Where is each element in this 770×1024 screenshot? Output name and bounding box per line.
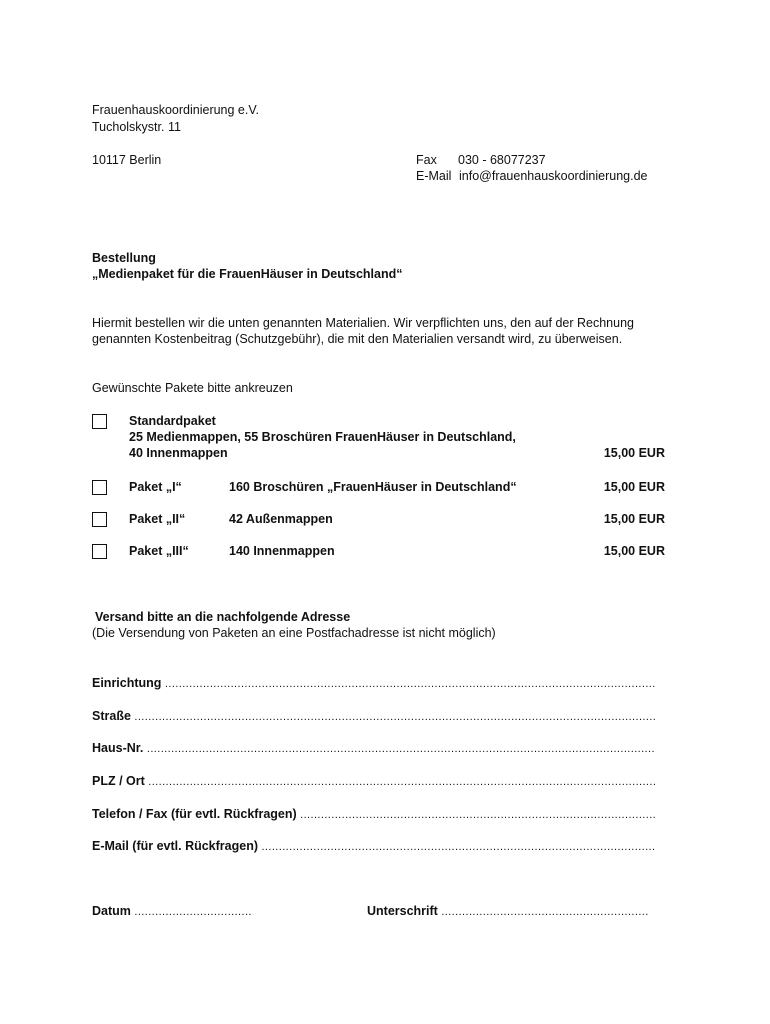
field-hausnr-label: Haus-Nr.: [92, 741, 144, 755]
fax-label: Fax: [416, 153, 437, 167]
sender-org: Frauenhauskoordinierung e.V.: [92, 103, 260, 117]
package-instruction: Gewünschte Pakete bitte ankreuzen: [92, 381, 293, 395]
fax-value: 030 - 68077237: [458, 153, 546, 167]
field-datum-line[interactable]: [131, 904, 253, 920]
checkbox-standard[interactable]: [92, 414, 107, 429]
field-datum-label: Datum: [92, 904, 131, 918]
paket-3-name: Paket „III“: [129, 544, 189, 558]
standard-line-1: 25 Medienmappen, 55 Broschüren FrauenHäuser in Deutschland,: [129, 430, 516, 444]
order-heading: Bestellung: [92, 251, 156, 265]
paket-1-price: 15,00 EUR: [603, 480, 665, 494]
paket-2-price: 15,00 EUR: [603, 512, 665, 526]
checkbox-paket-2[interactable]: [92, 512, 107, 527]
field-strasse-line[interactable]: [131, 709, 655, 725]
checkbox-paket-1[interactable]: [92, 480, 107, 495]
field-strasse[interactable]: [92, 708, 655, 725]
field-telefon[interactable]: [92, 806, 655, 823]
field-email-label: E-Mail (für evtl. Rückfragen): [92, 839, 258, 853]
field-unterschrift[interactable]: [367, 903, 649, 920]
paket-3-desc: 140 Innenmappen: [229, 544, 335, 558]
standard-price: 15,00 EUR: [603, 446, 665, 460]
field-plz-ort-line[interactable]: [145, 774, 655, 790]
field-plz-ort-label: PLZ / Ort: [92, 774, 145, 788]
sender-street: Tucholskystr. 11: [92, 120, 181, 134]
paket-2-name: Paket „II“: [129, 512, 186, 526]
field-plz-ort[interactable]: [92, 773, 655, 790]
field-hausnr-line[interactable]: [143, 741, 655, 757]
email-value: info@frauenhauskoordinierung.de: [459, 169, 648, 183]
order-subheading: „Medienpaket für die FrauenHäuser in Deutschland“: [92, 267, 403, 281]
field-unterschrift-line[interactable]: [438, 904, 649, 920]
shipping-note: (Die Versendung von Paketen an eine Postfachadresse ist nicht möglich): [92, 626, 496, 640]
field-email-line[interactable]: [258, 839, 655, 855]
field-telefon-label: Telefon / Fax (für evtl. Rückfragen): [92, 807, 297, 821]
field-email[interactable]: [92, 838, 655, 855]
field-telefon-line[interactable]: [297, 807, 655, 823]
field-einrichtung-line[interactable]: [161, 676, 655, 692]
checkbox-paket-3[interactable]: [92, 544, 107, 559]
intro-line-1: Hiermit bestellen wir die unten genannten Materialien. Wir verpflichten uns, den auf der Rechnung: [92, 316, 634, 330]
field-einrichtung[interactable]: [92, 675, 655, 692]
field-einrichtung-label: Einrichtung: [92, 676, 162, 690]
field-datum[interactable]: [92, 903, 253, 920]
intro-line-2: genannten Kostenbeitrag (Schutzgebühr), die mit den Materialien versandt wird, zu überweisen.: [92, 332, 623, 346]
paket-2-desc: 42 Außenmappen: [229, 512, 333, 526]
paket-1-name: Paket „I“: [129, 480, 182, 494]
field-strasse-label: Straße: [92, 709, 131, 723]
standard-title: Standardpaket: [129, 414, 216, 428]
standard-line-2: 40 Innenmappen: [129, 446, 228, 460]
shipping-heading: Versand bitte an die nachfolgende Adresse: [95, 610, 351, 624]
paket-3-price: 15,00 EUR: [603, 544, 665, 558]
sender-city: 10117 Berlin: [92, 153, 162, 167]
paket-1-desc: 160 Broschüren „FrauenHäuser in Deutschland“: [229, 480, 517, 494]
field-hausnr[interactable]: [92, 740, 655, 757]
field-unterschrift-label: Unterschrift: [367, 904, 438, 918]
email-label: E-Mail: [416, 169, 452, 183]
